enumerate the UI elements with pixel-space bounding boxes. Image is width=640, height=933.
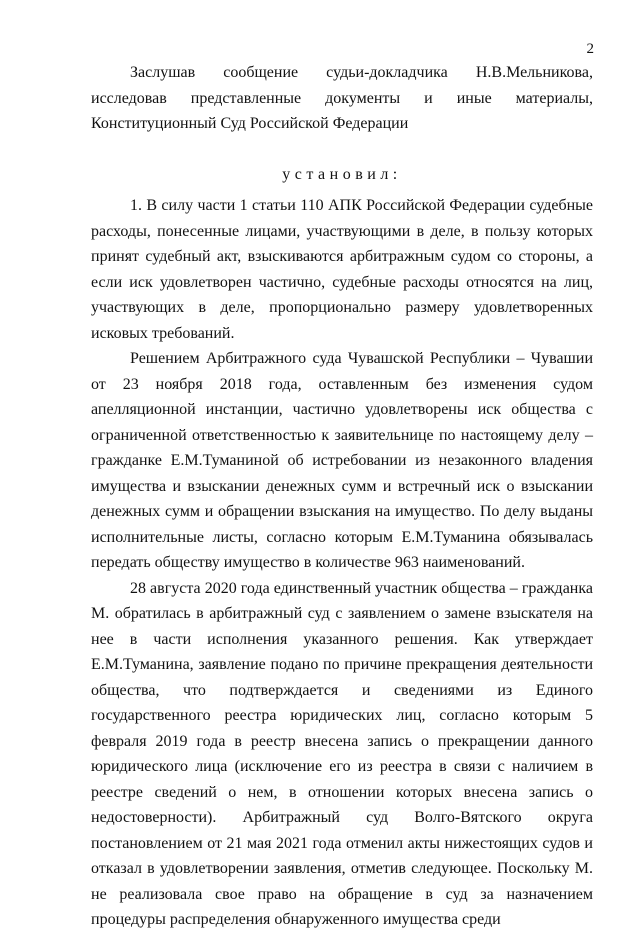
document-body: [91, 60, 593, 933]
paragraph-succession-application: 28 августа 2020 года единственный участник общества – гражданка М. обратилась в арбитражный суд с заявлением о замене взыскателя на нее в части исполнения указанного решения. Как утверждает Е.М.Туманина, заявление подано по причине прекращения деятельности общества, что подтверждается и сведениями из Единого государственного реестра юридических лиц, согласно которым 5 февраля 2019 года в реестр внесена запись о прекращении данного юридического лица (исключение его из реестра в связи с наличием в реестре сведений о нем, в отношении которых внесена запись о недостоверности). Арбитражный суд Волго-Вятского округа постановлением от 21 мая 2021 года отменил акты нижестоящих судов и отказал в удовлетворении заявления, отметив следующее. Поскольку М. не реализовала свое право на обращение в суд за назначением процедуры распределения обнаруженного имущества среди: [91, 579, 593, 928]
intro-paragraph: Заслушав сообщение судьи-докладчика Н.В.Мельникова, исследовав представленные документы и иные материалы, Конституционный Суд Российской Федерации: [91, 64, 593, 132]
section-heading: установил:: [282, 165, 402, 183]
paragraph-court-decision: Решением Арбитражного суда Чувашской Республики – Чувашии от 23 ноября 2018 года, оставленным без изменения судом апелляционной инстанции, частично удовлетворены иск общества с ограниченной ответственностью к заявительнице по настоящему делу – гражданке Е.М.Туманиной об истребовании из незаконного владения имущества и взыскании денежных сумм и встречный иск о взыскании денежных сумм и обращении взыскания на имущество. По делу выданы исполнительные листы, согласно которым Е.М.Туманина обязывалась передать обществу имущество в количестве 963 наименований.: [91, 350, 593, 571]
page-number: 2: [586, 41, 594, 57]
paragraph-costs-rule: 1. В силу части 1 статьи 110 АПК Российской Федерации судебные расходы, понесенные лицами, участвующими в деле, в пользу которых принят судебный акт, взыскиваются арбитражным судом со стороны, а если иск удовлетворен частично, судебные расходы относятся на лиц, участвующих в деле, пропорционально размеру удовлетворенных исковых требований.: [91, 197, 593, 342]
